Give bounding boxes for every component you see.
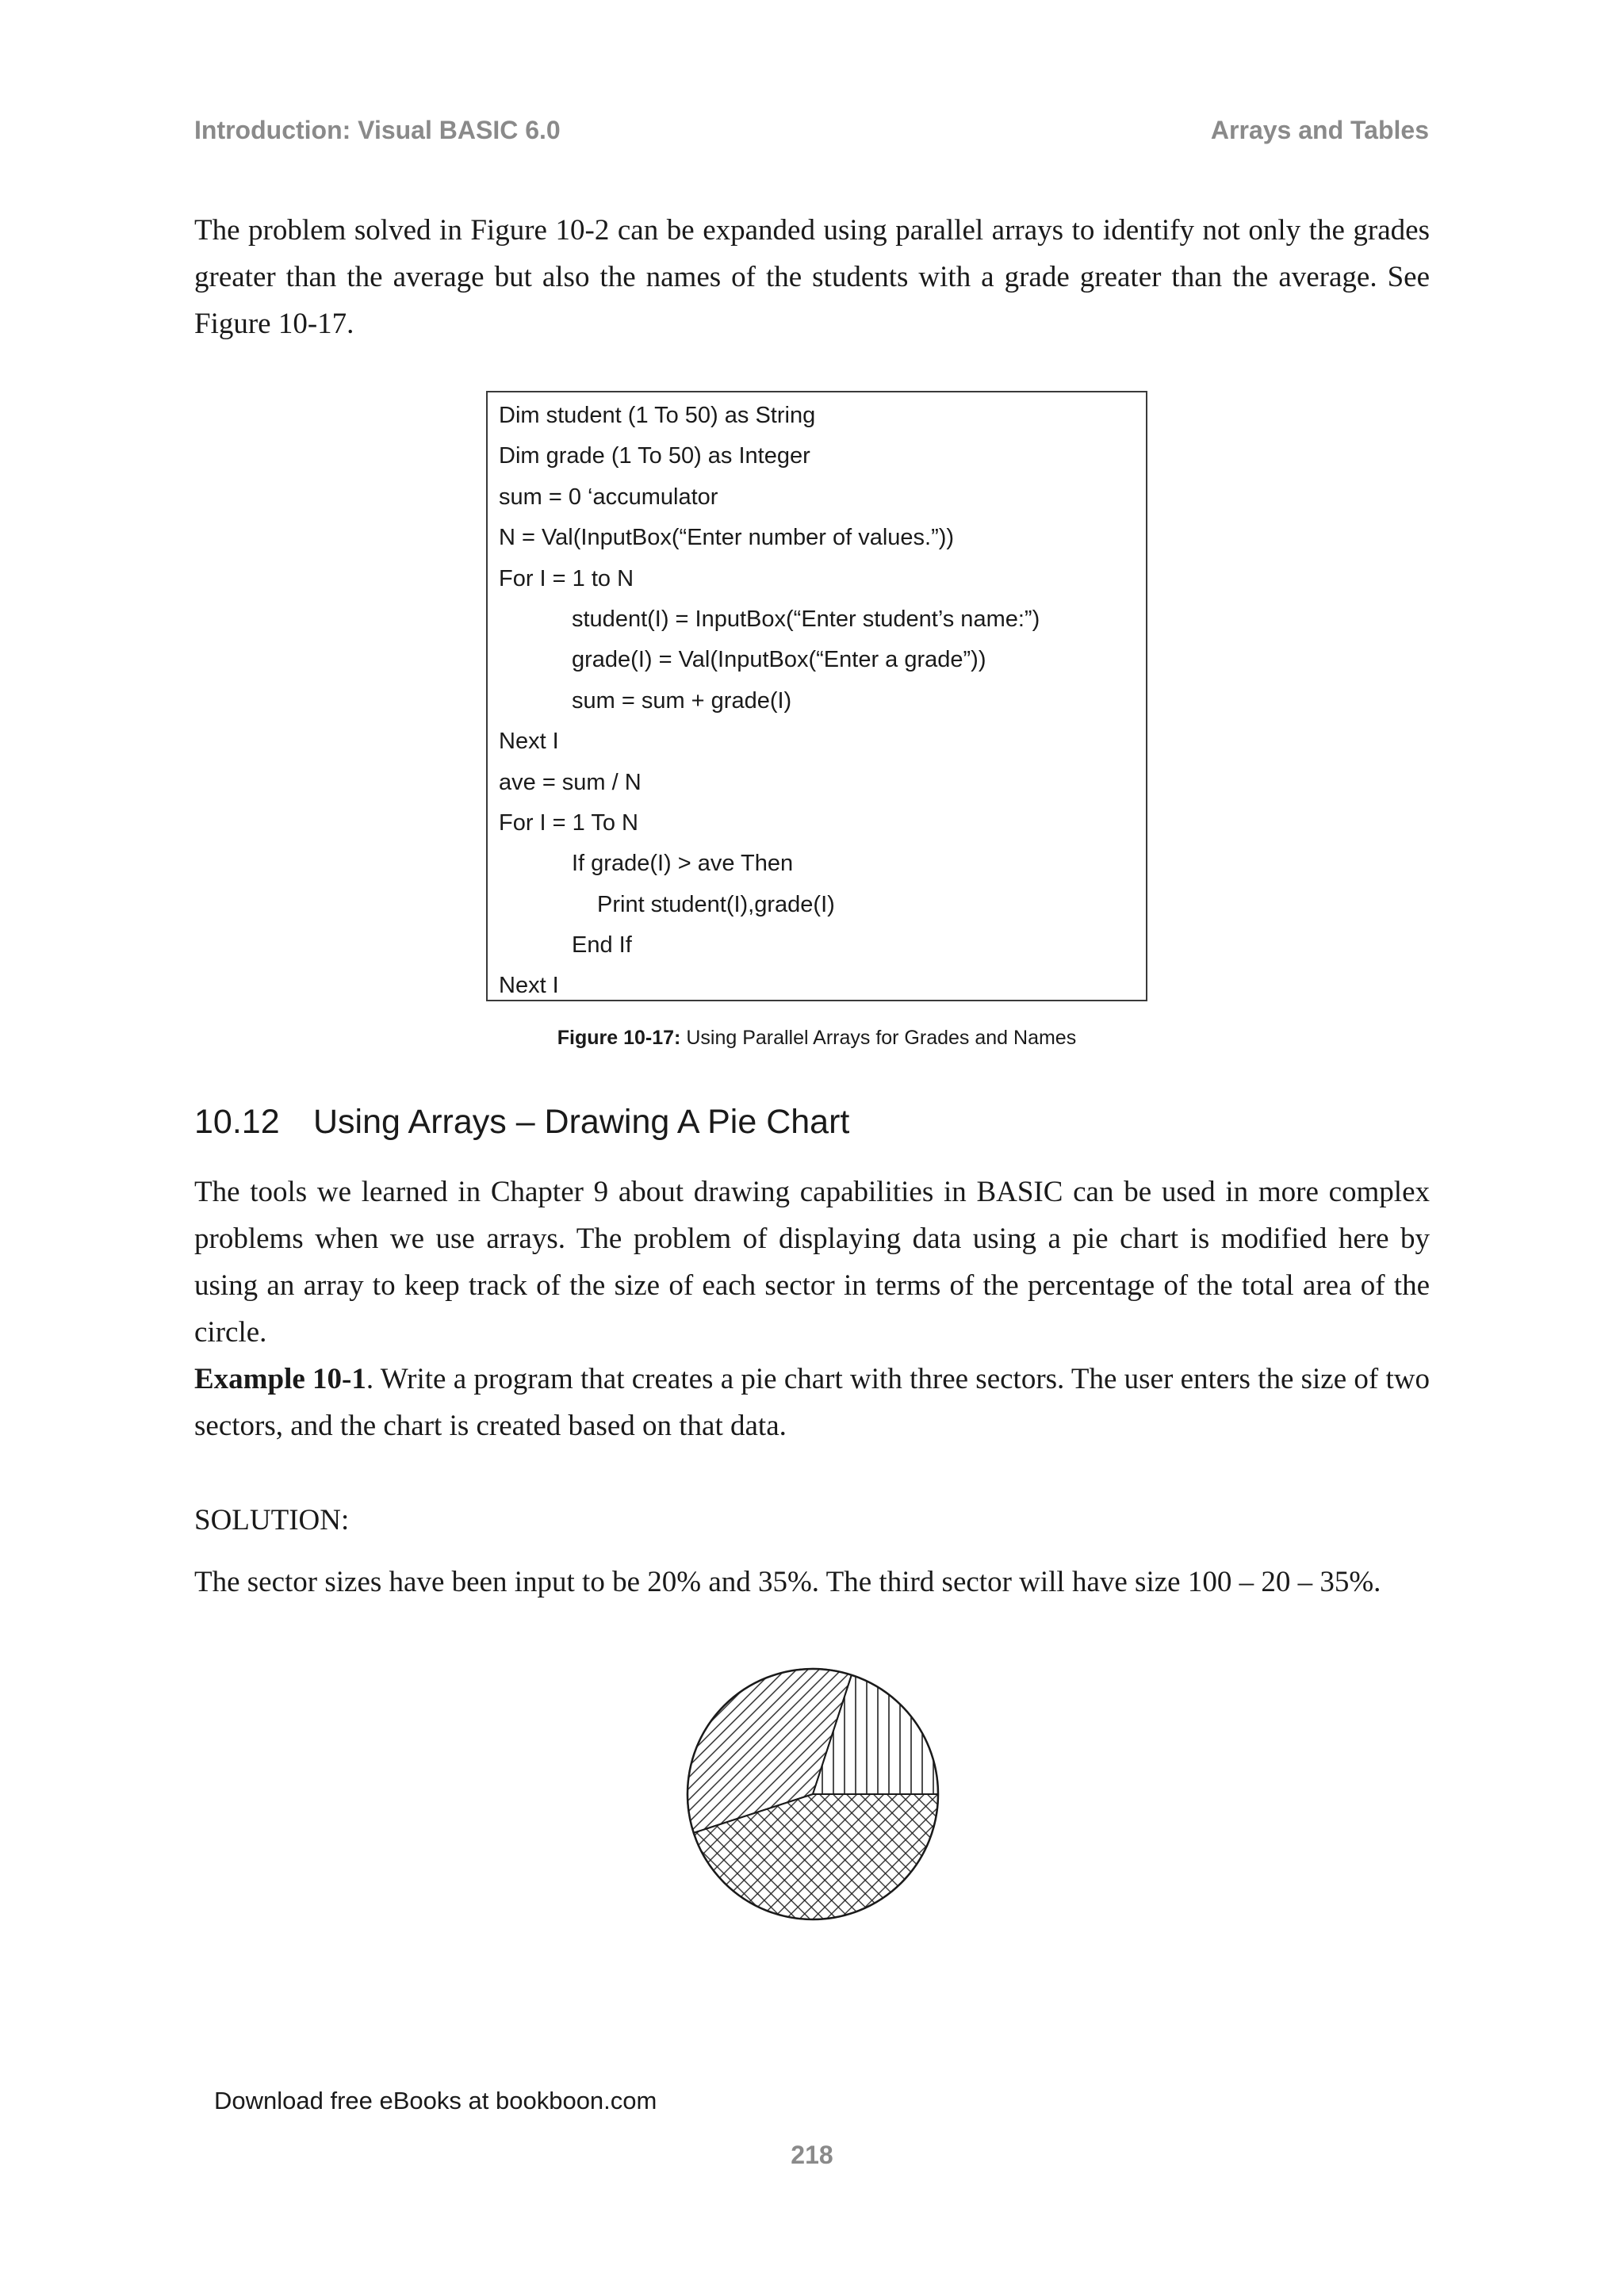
figure-caption-label: Figure 10-17: — [557, 1027, 681, 1049]
figure-caption — [486, 1027, 1147, 1050]
section-title: Using Arrays – Drawing A Pie Chart — [313, 1103, 850, 1141]
code-line: Next I — [499, 973, 559, 999]
code-line: If grade(I) > ave Then — [572, 851, 794, 877]
running-header-book-title: Introduction: Visual BASIC 6.0 — [194, 116, 561, 144]
section-heading — [194, 1103, 849, 1142]
footer-download-link[interactable]: Download free eBooks at bookboon.com — [214, 2087, 657, 2114]
code-line: End If — [572, 932, 632, 959]
code-line: For I = 1 To N — [499, 809, 638, 836]
code-line: Dim student (1 To 50) as String — [499, 403, 816, 428]
code-line: For I = 1 to N — [499, 565, 634, 591]
code-line: Print student(I),grade(I) — [597, 891, 835, 917]
code-line: Next I — [499, 729, 559, 755]
code-line: grade(I) = Val(InputBox(“Enter a grade”)) — [572, 647, 986, 673]
figure-caption-text: Using Parallel Arrays for Grades and Names — [680, 1027, 1077, 1049]
example-paragraph — [194, 1356, 1430, 1449]
solution-label: SOLUTION: — [194, 1504, 350, 1536]
section-paragraph: The tools we learned in Chapter 9 about drawing capabilities in BASIC can be used in more complex problems when we use arrays. The problem of displaying data using a pie chart is modified here by using an array to keep track of the size of each sector in terms of the percentage of the total area of the circle. — [194, 1176, 1430, 1349]
page-number: 218 — [791, 2141, 833, 2169]
section-number: 10.12 — [194, 1103, 280, 1141]
running-header-chapter-title: Arrays and Tables — [1210, 116, 1429, 144]
example-text: . Write a program that creates a pie chart with three sectors. The user enters the size of two sectors, and the chart is created based on that data. — [194, 1363, 1430, 1442]
code-line: student(I) = InputBox(“Enter student’s name:”) — [572, 606, 1040, 632]
code-line: sum = sum + grade(I) — [572, 687, 792, 714]
solution-text: The sector sizes have been input to be 20% and 35%. The third sector will have size 100 – 20 – 35%. — [194, 1566, 1381, 1598]
code-line: sum = 0 ‘accumulator — [499, 484, 718, 510]
code-line: N = Val(InputBox(“Enter number of values.”)) — [499, 525, 955, 551]
code-listing-box — [486, 391, 1147, 1001]
intro-paragraph: The problem solved in Figure 10-2 can be expanded using parallel arrays to identify not only the grades greater than the average but also the names of the students with a grade greater than the average. See Figure 10-17. — [194, 214, 1430, 340]
code-line: Dim grade (1 To 50) as Integer — [499, 443, 810, 469]
code-line: ave = sum / N — [499, 769, 642, 795]
pie-chart — [684, 1665, 942, 1923]
example-label: Example 10-1 — [194, 1363, 366, 1395]
